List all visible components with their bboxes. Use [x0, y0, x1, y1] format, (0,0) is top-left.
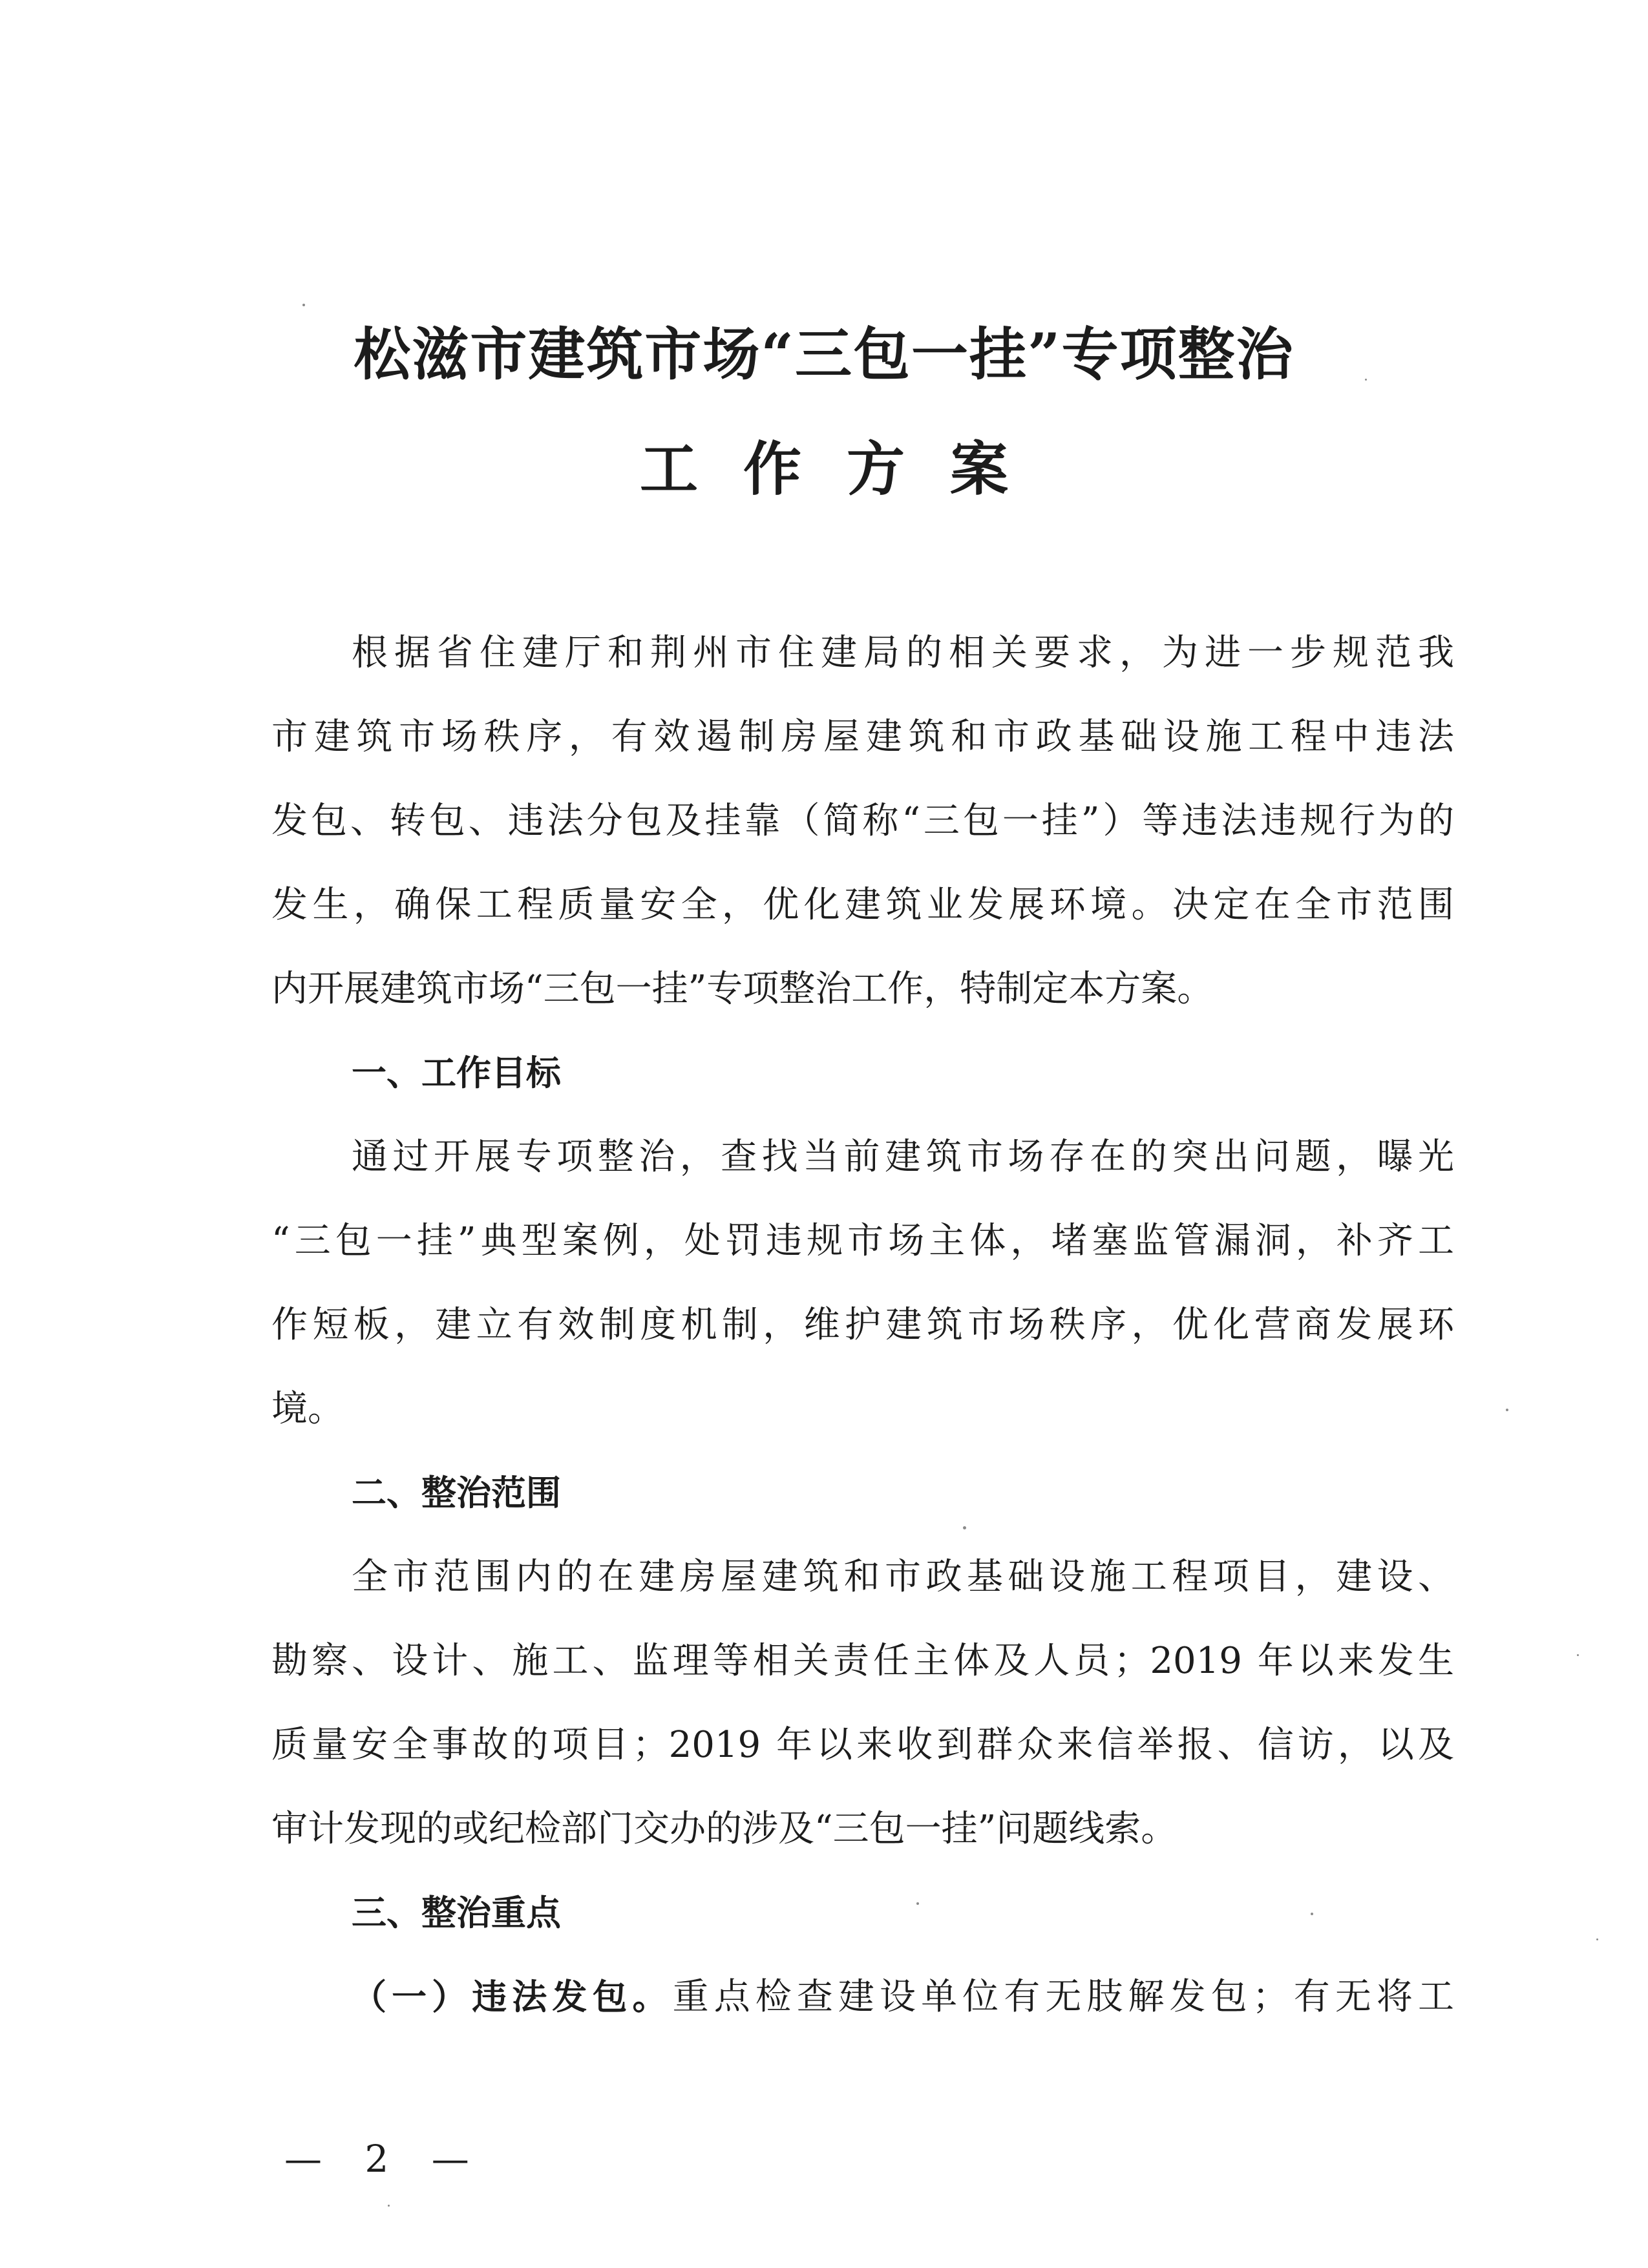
scan-speck [1311, 1913, 1313, 1915]
section-goals-line: 通过开展专项整治，查找当前建筑市场存在的突出问题，曝光 [352, 1136, 1454, 1178]
section-heading-scope: 二、整治范围 [352, 1473, 561, 1513]
scan-speck [302, 304, 305, 306]
scan-speck [1365, 379, 1367, 381]
intro-line: 根据省住建厅和荆州市住建局的相关要求，为进一步规范我 [352, 632, 1454, 674]
intro-line: 发包、转包、违法分包及挂靠（简称“三包一挂”）等违法违规行为的 [271, 800, 1454, 842]
intro-line: 市建筑市场秩序，有效遏制房屋建筑和市政基础设施工程中违法 [271, 716, 1454, 758]
document-title: 松滋市建筑市场“三包一挂”专项整治 [354, 320, 1294, 388]
section-heading-goals: 一、工作目标 [352, 1053, 561, 1093]
section-scope-line: 审计发现的或纪检部门交办的涉及“三包一挂”问题线索。 [271, 1808, 1178, 1850]
section-goals-line: 境。 [271, 1388, 344, 1430]
scan-speck [1506, 1409, 1508, 1411]
section-scope-line: 勘察、设计、施工、监理等相关责任主体及人员；2019 年以来发生 [271, 1640, 1454, 1682]
scan-speck [916, 1902, 919, 1905]
scan-speck [1577, 1654, 1579, 1656]
section-heading-focus: 三、整治重点 [352, 1893, 561, 1933]
scan-speck [963, 1526, 966, 1529]
section-focus-item-1 [271, 1955, 1454, 2039]
document-subtitle: 工作方案 [640, 435, 1053, 503]
page-number: — 2 — [284, 2137, 485, 2181]
section-scope-line: 质量安全事故的项目；2019 年以来收到群众来信举报、信访，以及 [271, 1724, 1454, 1766]
section-scope-line: 全市范围内的在建房屋建筑和市政基础设施工程项目，建设、 [352, 1556, 1454, 1598]
section-focus-item-1-text: 重点检查建设单位有无肢解发包；有无将工 [672, 1976, 1454, 2018]
intro-line: 内开展建筑市场“三包一挂”专项整治工作，特制定本方案。 [271, 968, 1214, 1010]
scan-speck [1596, 1938, 1598, 1940]
scan-speck [388, 2205, 390, 2207]
section-focus-item-1-label: （一）违法发包。 [352, 1977, 673, 2017]
section-goals-line: “三包一挂”典型案例，处罚违规市场主体，堵塞监管漏洞，补齐工 [271, 1220, 1454, 1262]
section-goals-line: 作短板，建立有效制度机制，维护建筑市场秩序，优化营商发展环 [271, 1304, 1454, 1346]
intro-line: 发生，确保工程质量安全，优化建筑业发展环境。决定在全市范围 [271, 884, 1454, 926]
